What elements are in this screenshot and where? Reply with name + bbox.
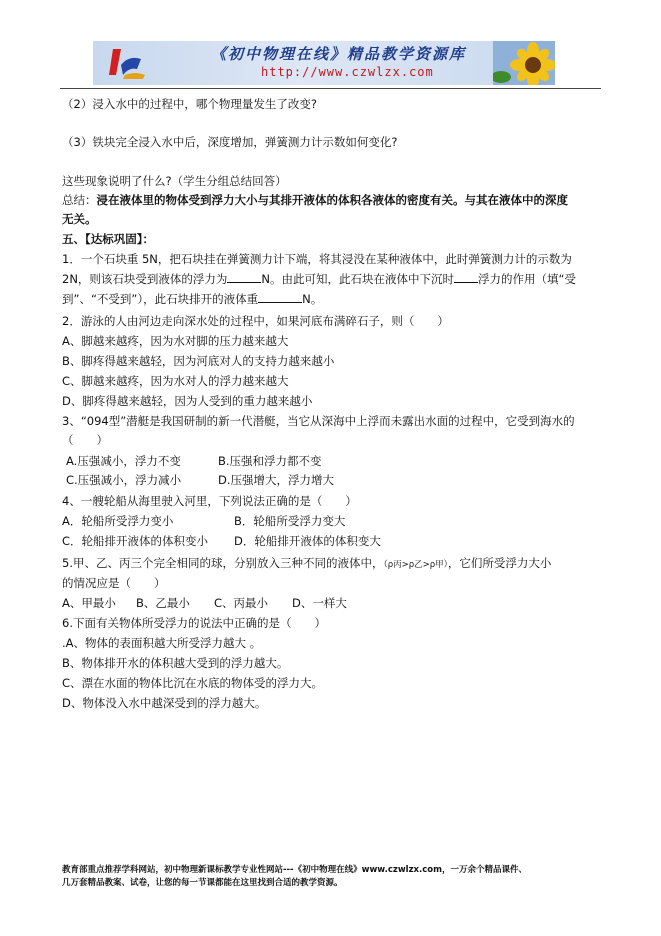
problem-3-stem: 3、“094型”潜艇是我国研制的新一代潜艇，当它从深海中上浮而未露出水面的过程中，它受到海水的 [62, 414, 575, 428]
question-3: （3）铁块完全浸入水中后，深度增加，弹簧测力计示数如何变化? [62, 135, 398, 149]
problem-6-option-d: D、物体没入水中越深受到的浮力越大。 [62, 696, 267, 710]
summary-label: 总结： [62, 193, 97, 207]
problem-6-option-b: B、物体排开水的体积越大受到的浮力越大。 [62, 656, 289, 670]
problem-1-line-3 [62, 291, 322, 307]
problem-2-option-b: B、脚疼得越来越轻，因为河底对人的支持力越来越小 [62, 354, 335, 368]
problem-4-option-a: A．轮船所受浮力变小 [62, 514, 174, 528]
problem-5-option-d: D、一样大 [292, 596, 347, 610]
answer-blank-2[interactable] [454, 271, 478, 283]
problem-5-option-b: B、乙最小 [136, 596, 190, 610]
problem-4-option-d: D．轮船排开液体的体积变大 [234, 534, 381, 548]
problem-4-option-c: C．轮船排开液体的体积变小 [62, 534, 209, 548]
header-banner [93, 41, 555, 85]
discussion-prompt: 这些现象说明了什么?（学生分组总结回答） [62, 174, 287, 188]
problem-1-line-1: 1．一个石块重 5N，把石块挂在弹簧测力计下端，将其浸没在某种液体中，此时弹簧测力计的示数为 [62, 252, 572, 266]
banner-title: 《初中物理在线》精品教学资源库 [211, 45, 467, 63]
problem-2-option-a: A、脚越来越疼，因为水对脚的压力越来越大 [62, 334, 289, 348]
problem-1-line-2 [62, 271, 576, 287]
problem-4-option-b: B．轮船所受浮力变大 [234, 514, 346, 528]
problem-5-option-a: A、甲最小 [62, 596, 116, 610]
site-logo-icon [107, 45, 147, 81]
problem-1-text-d: 到”、“不受到”），此石块排开的液体重 [62, 292, 259, 306]
problem-1-text-b: N。由此可知，此石块在液体中下沉时 [261, 272, 455, 286]
header-rule [60, 88, 601, 89]
problem-2-option-c: C、脚越来越疼，因为水对人的浮力越来越大 [62, 374, 289, 388]
problem-5-option-c: C、丙最小 [214, 596, 269, 610]
problem-1-text-a: 2N，则该石块受到液体的浮力为 [62, 272, 228, 286]
answer-blank-1[interactable] [227, 271, 261, 283]
problem-6-stem: 6.下面有关物体所受浮力的说法中正确的是（ ） [62, 616, 326, 630]
problem-5-stem-cont: 的情况应是（ ） [62, 576, 166, 590]
problem-2-option-d: D、脚疼得越来越轻，因为人受到的重力越来越小 [62, 394, 313, 408]
problem-1-text-c: 浮力的作用（填“受 [478, 272, 576, 286]
answer-blank-3[interactable] [258, 291, 302, 303]
summary-continued: 无关。 [62, 212, 97, 226]
problem-3-paren: （ ） [62, 433, 108, 447]
footer-line-1: 教育部重点推荐学科网站，初中物理新课标教学专业性网站---《初中物理在线》www.czwlzx.com，一万余个精品课件、 [62, 865, 527, 875]
banner-url: http://www.czwlzx.com [261, 65, 434, 79]
problem-3-option-c: C.压强减小，浮力减小 [66, 473, 182, 487]
problem-1-text-e: N。 [302, 292, 323, 306]
problem-5-stem [62, 555, 551, 573]
summary-text: 浸在液体里的物体受到浮力大小与其排开液体的体积各液体的密度有关。与其在液体中的深度 [96, 193, 568, 207]
problem-3-option-a: A.压强减小，浮力不变 [66, 454, 181, 468]
problem-3-option-d: D.压强增大，浮力增大 [218, 473, 335, 487]
problem-2-stem: 2．游泳的人由河边走向深水处的过程中，如果河底布满碎石子，则（ ） [62, 314, 449, 328]
problem-6-option-c: C、漂在水面的物体比沉在水底的物体受的浮力大。 [62, 676, 324, 690]
density-relation: （ρ丙>ρ乙>ρ甲） [383, 560, 448, 570]
section-title: 五、【达标巩固】： [62, 232, 154, 246]
problem-4-stem: 4、一艘轮船从海里驶入河里，下列说法正确的是（ ） [62, 494, 357, 508]
question-2: （2）浸入水中的过程中，哪个物理量发生了改变? [62, 97, 317, 111]
problem-5-text-b: ，它们所受浮力大小 [447, 556, 552, 570]
footer-line-2: 几万套精品教案、试卷，让您的每一节课都能在这里找到合适的教学资源。 [62, 878, 343, 888]
problem-3-option-b: B.压强和浮力都不变 [218, 454, 322, 468]
summary [62, 192, 568, 208]
problem-5-text-a: 5.甲、乙、丙三个完全相同的球，分别放入三种不同的液体中， [62, 556, 384, 570]
problem-6-option-a: .A、物体的表面积越大所受浮力越大 。 [62, 636, 262, 650]
sunflower-icon [493, 41, 555, 85]
